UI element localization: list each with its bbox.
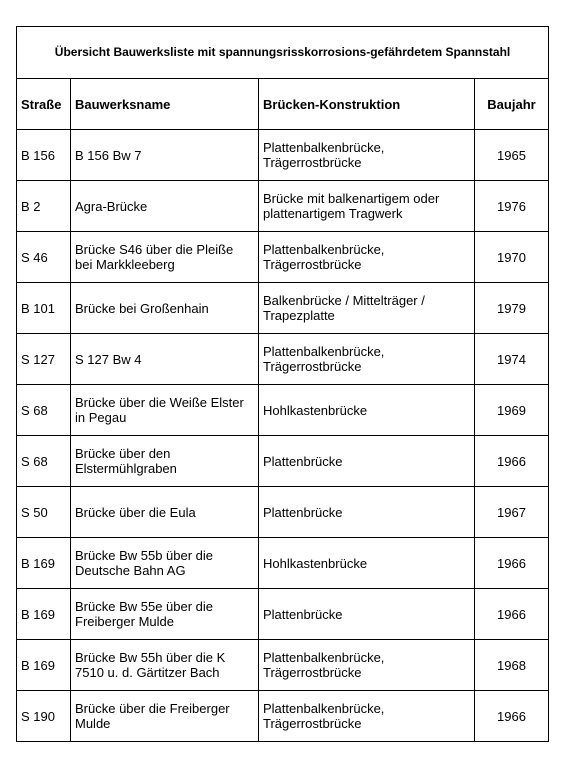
table-title: Übersicht Bauwerksliste mit spannungsrisskorrosions-gefährdetem Spannstahl — [17, 27, 549, 79]
table-row — [17, 538, 549, 589]
header-bauwerksname: Bauwerksname — [71, 79, 259, 130]
cell-konstruktion: Plattenbrücke — [259, 487, 475, 538]
table-body — [17, 130, 549, 742]
cell-konstruktion: Hohlkastenbrücke — [259, 385, 475, 436]
cell-strasse: S 190 — [17, 691, 71, 742]
cell-bauwerksname: Brücke S46 über die Pleiße bei Markkleeberg — [71, 232, 259, 283]
cell-konstruktion: Plattenbrücke — [259, 589, 475, 640]
cell-baujahr: 1966 — [475, 589, 549, 640]
cell-bauwerksname: Agra-Brücke — [71, 181, 259, 232]
cell-bauwerksname: Brücke Bw 55h über die K 7510 u. d. Gärtitzer Bach — [71, 640, 259, 691]
header-baujahr: Baujahr — [475, 79, 549, 130]
cell-baujahr: 1976 — [475, 181, 549, 232]
table-title-row — [17, 27, 549, 79]
cell-baujahr: 1966 — [475, 436, 549, 487]
cell-baujahr: 1965 — [475, 130, 549, 181]
document-sheet — [16, 26, 548, 742]
cell-baujahr: 1974 — [475, 334, 549, 385]
cell-strasse: S 46 — [17, 232, 71, 283]
cell-baujahr: 1970 — [475, 232, 549, 283]
cell-bauwerksname: S 127 Bw 4 — [71, 334, 259, 385]
cell-konstruktion: Plattenbalkenbrücke, Trägerrostbrücke — [259, 691, 475, 742]
cell-bauwerksname: Brücke über den Elstermühlgraben — [71, 436, 259, 487]
header-konstruktion: Brücken-Konstruktion — [259, 79, 475, 130]
table-row — [17, 589, 549, 640]
cell-strasse: B 2 — [17, 181, 71, 232]
cell-bauwerksname: Brücke bei Großenhain — [71, 283, 259, 334]
cell-konstruktion: Hohlkastenbrücke — [259, 538, 475, 589]
table-header-row — [17, 79, 549, 130]
cell-strasse: B 101 — [17, 283, 71, 334]
cell-strasse: S 50 — [17, 487, 71, 538]
cell-baujahr: 1966 — [475, 691, 549, 742]
cell-bauwerksname: Brücke Bw 55e über die Freiberger Mulde — [71, 589, 259, 640]
cell-baujahr: 1967 — [475, 487, 549, 538]
cell-konstruktion: Plattenbalkenbrücke, Trägerrostbrücke — [259, 640, 475, 691]
cell-konstruktion: Balkenbrücke / Mittelträger / Trapezplatte — [259, 283, 475, 334]
cell-strasse: B 156 — [17, 130, 71, 181]
table-row — [17, 691, 549, 742]
table-row — [17, 181, 549, 232]
table-row — [17, 232, 549, 283]
cell-konstruktion: Plattenbalkenbrücke, Trägerrostbrücke — [259, 334, 475, 385]
header-strasse: Straße — [17, 79, 71, 130]
cell-strasse: B 169 — [17, 640, 71, 691]
table-row — [17, 283, 549, 334]
cell-strasse: S 127 — [17, 334, 71, 385]
table-row — [17, 487, 549, 538]
cell-konstruktion: Brücke mit balkenartigem oder plattenartigem Tragwerk — [259, 181, 475, 232]
table-row — [17, 130, 549, 181]
cell-bauwerksname: Brücke Bw 55b über die Deutsche Bahn AG — [71, 538, 259, 589]
cell-bauwerksname: B 156 Bw 7 — [71, 130, 259, 181]
table-row — [17, 385, 549, 436]
cell-konstruktion: Plattenbalkenbrücke, Trägerrostbrücke — [259, 130, 475, 181]
cell-baujahr: 1968 — [475, 640, 549, 691]
table-row — [17, 436, 549, 487]
table-row — [17, 640, 549, 691]
table-row — [17, 334, 549, 385]
cell-konstruktion: Plattenbrücke — [259, 436, 475, 487]
cell-strasse: B 169 — [17, 538, 71, 589]
cell-bauwerksname: Brücke über die Weiße Elster in Pegau — [71, 385, 259, 436]
cell-strasse: S 68 — [17, 436, 71, 487]
cell-baujahr: 1966 — [475, 538, 549, 589]
cell-strasse: B 169 — [17, 589, 71, 640]
bridge-list-table — [16, 26, 549, 742]
cell-baujahr: 1979 — [475, 283, 549, 334]
cell-strasse: S 68 — [17, 385, 71, 436]
cell-konstruktion: Plattenbalkenbrücke, Trägerrostbrücke — [259, 232, 475, 283]
cell-bauwerksname: Brücke über die Freiberger Mulde — [71, 691, 259, 742]
cell-bauwerksname: Brücke über die Eula — [71, 487, 259, 538]
cell-baujahr: 1969 — [475, 385, 549, 436]
